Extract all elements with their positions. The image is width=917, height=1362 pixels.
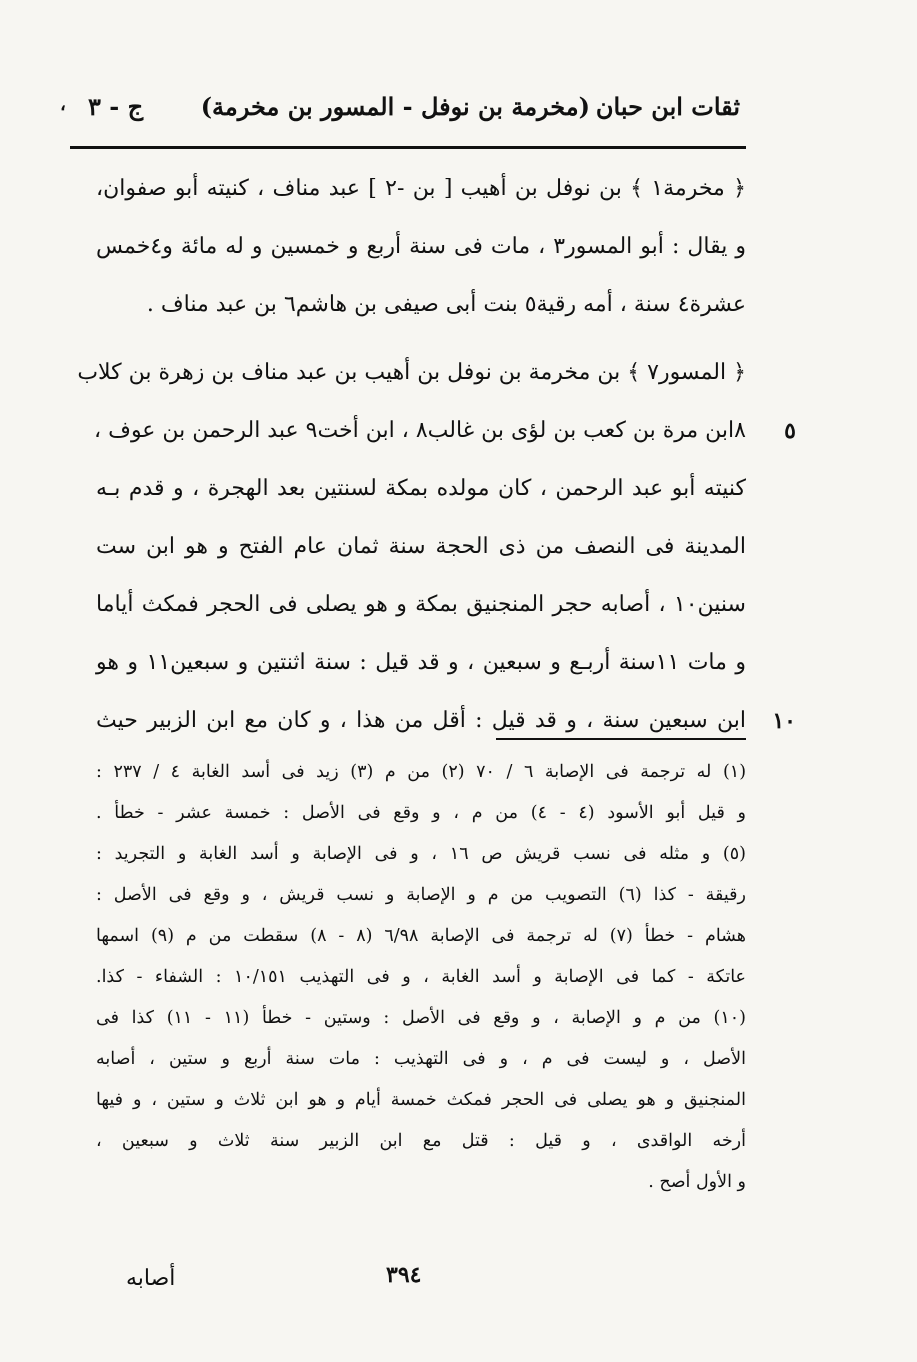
text-line: عشرة٤ سنة ، أمه رقية٥ بنت أبى صيفى بن هاشم٦ بن عبد مناف . bbox=[146, 292, 746, 317]
footnote-line: رقيقة - كذا (٦) التصويب من م و الإصابة و نسب قريش ، و وقع فى الأصل : bbox=[96, 885, 746, 905]
running-header bbox=[60, 86, 740, 130]
footnote-line: عاتكة - كما فى الإصابة و أسد الغابة ، و فى التهذيب ١٠/١٥١ : الشفاء - كذا. bbox=[96, 967, 746, 987]
line-number-10: ١٠ bbox=[772, 708, 796, 734]
footnote-line: المنجنيق و هو يصلى فى الحجر فمكث خمسة أيام و هو ابن ثلاث و ستين ، و فيها bbox=[96, 1090, 746, 1110]
footnote-line: هشام - خطأ (٧) له ترجمة فى الإصابة ٦/٩٨ (٨ - ٨) سقطت من م (٩) اسمها bbox=[96, 926, 746, 946]
header-mark: ، bbox=[60, 94, 66, 115]
text-line-content: ابن سبعين سنة ، و قد قيل : أقل من هذا ، و كان مع ابن الزبير حيث bbox=[96, 708, 746, 733]
footnote-line: أرخه الواقدى ، و قيل : قتل مع ابن الزبير سنة ثلاث و سبعين ، bbox=[96, 1131, 746, 1151]
text-line: و مات ١١سنة أربـع و سبعين ، و قد قيل : سنة اثنتين و سبعين١١ و هو bbox=[96, 650, 746, 675]
section-title: (مخرمة بن نوفل - المسور بن مخرمة) bbox=[200, 92, 590, 121]
footnote-line: (١) له ترجمة فى الإصابة ٦ / ٧٠ (٢) من م (٣) زيد فى أسد الغابة ٤ / ٢٣٧ : bbox=[96, 762, 747, 782]
footnote-line: (١٠) من م و الإصابة ، و وقع فى الأصل : وستين - خطأ (١١ - ١١) كذا فى bbox=[96, 1008, 746, 1028]
text-line: سنين١٠ ، أصابه حجر المنجنيق بمكة و هو يصلى فى الحجر فمكث أياما bbox=[96, 592, 746, 617]
text-line-content: ٨ابن مرة بن كعب بن لؤى بن غالب٨ ، ابن أخت٩ عبد الرحمن بن عوف ، bbox=[94, 418, 746, 443]
text-line: المدينة فى النصف من ذى الحجة سنة ثمان عام الفتح و هو ابن ست bbox=[96, 534, 746, 559]
page-number: ٣٩٤ bbox=[386, 1262, 422, 1288]
text-line: ﴿ مخرمة١ ﴾ بن نوفل بن أهيب [ بن -٢ ] عبد مناف ، كنيته أبو صفوان، bbox=[96, 176, 746, 201]
footnote-line: و الأول أصح . bbox=[648, 1172, 746, 1192]
main-text bbox=[77, 160, 796, 750]
footnote-rule bbox=[496, 738, 746, 740]
book-title: ثقات ابن حبان bbox=[595, 92, 740, 121]
footnote-line: (٥) و مثله فى نسب قريش ص ١٦ ، و فى الإصابة و أسد الغابة و التجريد : bbox=[96, 844, 746, 864]
footnote-line: و قيل أبو الأسود (٤ - ٤) من م ، و وقع فى الأصل : خمسة عشر - خطأ . bbox=[96, 803, 746, 823]
line-number-5: ٥ bbox=[784, 418, 796, 444]
text-line: و يقال : أبو المسور٣ ، مات فى سنة أربع و خمسين و له مائة و٤خمس bbox=[96, 234, 746, 259]
page-footer bbox=[96, 1262, 746, 1302]
text-line: ﴿ المسور٧ ﴾ بن مخرمة بن نوفل بن أهيب بن عبد مناف بن زهرة بن كلاب bbox=[77, 360, 746, 385]
text-line-10 bbox=[96, 692, 796, 750]
footnote-line: الأصل ، و ليست فى م ، و فى التهذيب : مات سنة أربع و ستين ، أصابه bbox=[96, 1049, 746, 1069]
header-rule bbox=[70, 146, 746, 149]
volume-label: ج - ٣ bbox=[88, 92, 144, 121]
text-line-5 bbox=[94, 402, 796, 460]
footnotes bbox=[96, 752, 746, 1203]
text-line: كنيته أبو عبد الرحمن ، كان مولده بمكة لسنتين بعد الهجرة ، و قدم بـه bbox=[96, 476, 746, 501]
catchword: أصابه bbox=[126, 1266, 176, 1291]
